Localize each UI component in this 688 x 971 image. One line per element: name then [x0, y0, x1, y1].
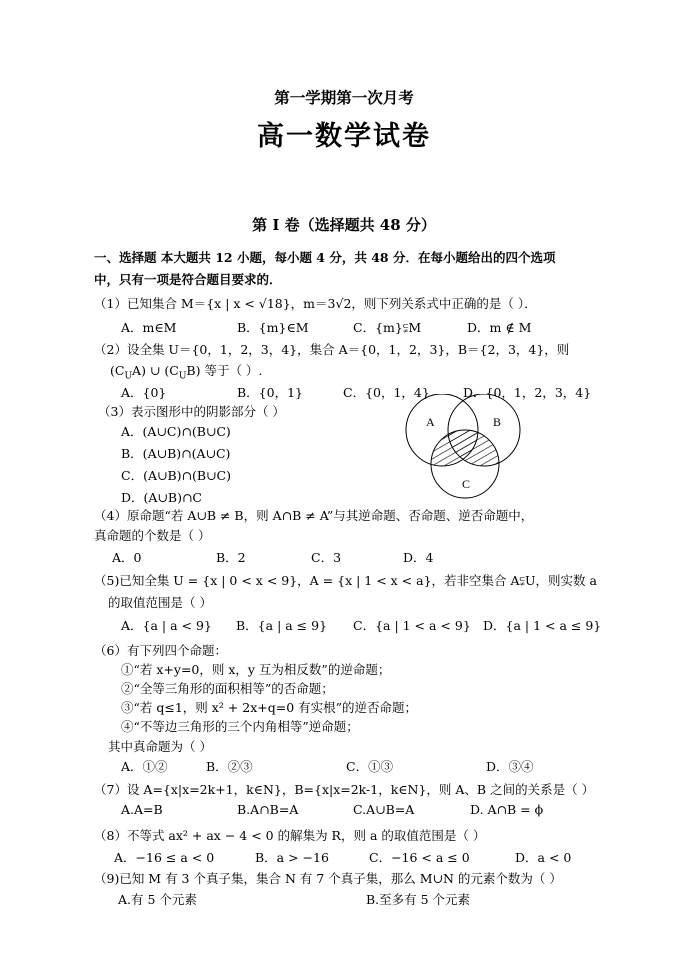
q7-option-a: A.A=B [121, 802, 163, 817]
q7-option-c: C.A∪B=A [353, 802, 415, 817]
q5-option-a: A．{a | a < 9} [121, 618, 212, 633]
q9-stem: （9)已知 M 有 3 个真子集，集合 N 有 7 个真子集，那么 M∪N 的元素个数为（ ） [94, 871, 562, 886]
q6-item-1: ①“若 x+y=0，则 x，y 互为相反数”的逆命题； [121, 662, 391, 677]
q5-stem-line-1: （5)已知全集 U = {x | 0 < x < 9}，A = {x | 1 < x < a}，若非空集合 A⫋U，则实数 a [94, 573, 597, 588]
q5-option-b: B．{a | a ≤ 9} [236, 618, 328, 633]
q3-option-c: C．(A∪B)∩(B∪C) [121, 468, 231, 483]
venn-label-b: B [493, 415, 502, 429]
q7-option-d: D. A∩B = ϕ [470, 802, 544, 817]
q9-option-b: B.至多有 5 个元素 [366, 892, 471, 907]
venn-diagram [400, 394, 528, 500]
q6-item-3: ③“若 q≤1，则 x² + 2x+q=0 有实根”的逆否命题； [121, 700, 418, 715]
q3-stem: （3）表示图形中的阴影部分（ ） [98, 404, 285, 419]
q5-option-c: C．{a | 1 < a < 9} [353, 618, 471, 633]
q6-stem: （6）有下列四个命题： [94, 643, 227, 658]
q2-option-c: C．{0，1，4} [343, 385, 430, 400]
q6-option-b: B．②③ [206, 759, 253, 774]
q4-option-d: D．4 [403, 550, 434, 565]
q6-option-c: C．①③ [346, 759, 394, 774]
q2-stem-line-1: （2）设全集 U＝{0，1，2，3，4}，集合 A＝{0，1，2，3}，B＝{2，3，4}，则 [94, 342, 570, 357]
q7-option-b: B.A∩B=A [237, 802, 299, 817]
q1-option-b: B．{m}∈M [237, 320, 309, 335]
q4-stem-line-2: 真命题的个数是（ ） [94, 528, 211, 543]
q3-option-b: B．(A∪B)∩(A∪C) [121, 446, 231, 461]
q6-option-a: A．①② [121, 759, 168, 774]
q9-option-a: A.有 5 个元素 [118, 892, 197, 907]
exam-subtitle: 第一学期第一次月考 [274, 88, 414, 107]
q2-option-d: D．{0，1，2，3，4} [463, 385, 592, 400]
q4-option-a: A．0 [112, 550, 142, 565]
q5-stem-line-2: 的取值范围是（ ） [108, 595, 212, 610]
exam-title: 高一数学试卷 [257, 121, 431, 152]
q2-option-a: A．{0} [121, 385, 167, 400]
q8-option-a: A．−16 ≤ a < 0 [114, 850, 215, 865]
q5-option-d: D．{a | 1 < a ≤ 9} [483, 618, 602, 633]
q2-stem-line-2: $(C_UA)$ ∪ $(C_UB)$ 等于（ ）. [110, 363, 263, 382]
q8-option-d: D．a < 0 [515, 850, 572, 865]
q4-option-c: C．3 [311, 550, 342, 565]
venn-label-c: C [462, 477, 471, 491]
q4-option-b: B．2 [216, 550, 246, 565]
q3-option-a: A．(A∪C)∩(B∪C) [121, 424, 231, 439]
q2-option-b: B．{0，1} [237, 385, 303, 400]
q3-option-d: D．(A∪B)∩C [121, 490, 202, 505]
q8-stem: （8）不等式 ax² + ax − 4 < 0 的解集为 R，则 a 的取值范围是（ ） [94, 828, 486, 843]
q6-option-d: D．③④ [486, 759, 534, 774]
q6-item-2: ②“全等三角形的面积相等”的否命题； [121, 681, 334, 696]
instructions-line-1: 一、选择题 本大题共 12 小题，每小题 4 分，共 48 分．在每小题给出的四个选项 [94, 250, 556, 265]
q4-stem-line-1: （4）原命题“若 A∪B ≠ B，则 A∩B ≠ A”与其逆命题、否命题、逆否命题中， [94, 508, 534, 523]
q6-item-4: ④“不等边三角形的三个内角相等”逆命题； [121, 719, 359, 734]
q6-question: 其中真命题为（ ） [108, 739, 212, 754]
q7-stem: （7）设 A={x|x=2k+1，k∈N}，B={x|x=2k-1，k∈N}，则 A、B 之间的关系是（ ） [94, 782, 595, 797]
venn-label-a: A [426, 415, 435, 429]
q8-option-c: C．−16 < a ≤ 0 [369, 850, 470, 865]
q1-option-a: A．m∈M [121, 320, 177, 335]
q1-stem: （1）已知集合 M＝{x | x < √18}，m＝3√2，则下列关系式中正确的是（ ）． [94, 296, 537, 311]
q8-option-b: B．a > −16 [255, 850, 329, 865]
q1-option-d: D．m ∉ M [467, 320, 532, 335]
section-heading: 第 I 卷（选择题共 48 分） [252, 216, 436, 234]
q1-option-c: C．{m}⫋M [353, 320, 422, 335]
instructions-line-2: 中，只有一项是符合题目要求的． [94, 272, 282, 287]
